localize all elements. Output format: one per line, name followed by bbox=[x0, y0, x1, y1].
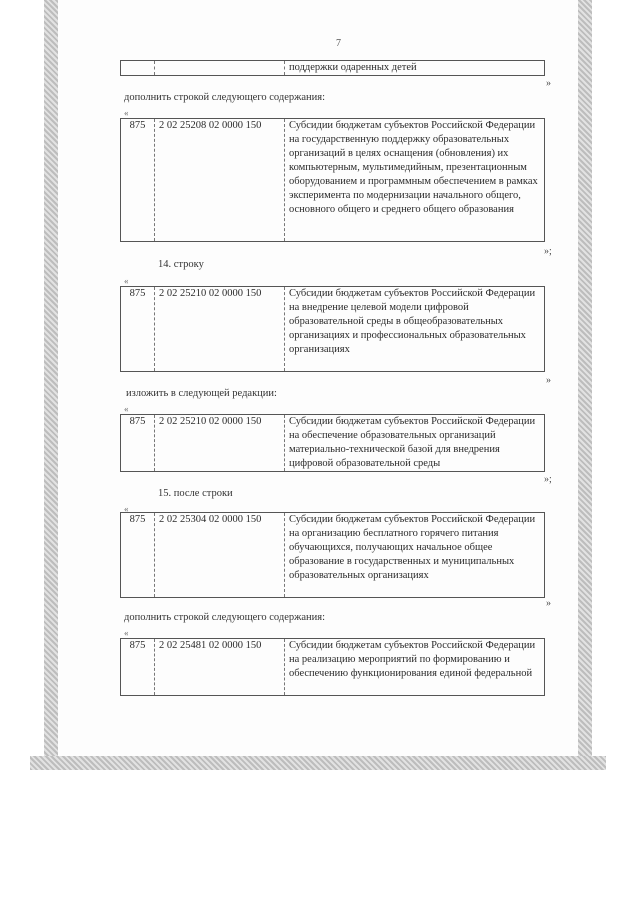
row-kbk: 2 02 25304 02 0000 150 bbox=[155, 513, 285, 597]
table-row-top bbox=[120, 60, 545, 76]
page-number: 7 bbox=[336, 38, 341, 49]
close-quote: » bbox=[546, 375, 551, 386]
row-code: 875 bbox=[121, 513, 155, 597]
table-row bbox=[120, 638, 545, 696]
row-code: 875 bbox=[121, 119, 155, 241]
row-kbk: 2 02 25210 02 0000 150 bbox=[155, 415, 285, 471]
table-row bbox=[120, 286, 545, 372]
row-kbk: 2 02 25481 02 0000 150 bbox=[155, 639, 285, 695]
scan-frame-bottom bbox=[30, 756, 606, 770]
open-quote: « bbox=[124, 628, 129, 638]
row-code: 875 bbox=[121, 287, 155, 371]
table-row bbox=[120, 512, 545, 598]
row-text: Субсидии бюджетам субъектов Российской Федерации на реализацию мероприятий по формированию и обеспечению функционирования единой федеральной bbox=[289, 640, 536, 679]
table-row bbox=[120, 414, 545, 472]
paragraph-add-line: дополнить строкой следующего содержания: bbox=[124, 612, 326, 623]
open-quote: « bbox=[124, 276, 129, 286]
table-row bbox=[120, 118, 545, 242]
item-14: 14. строку bbox=[158, 259, 204, 270]
row-kbk: 2 02 25208 02 0000 150 bbox=[155, 119, 285, 241]
open-quote: « bbox=[124, 108, 129, 118]
row-code: 875 bbox=[121, 415, 155, 471]
close-quote-semicolon: »; bbox=[544, 474, 552, 485]
row-kbk: 2 02 25210 02 0000 150 bbox=[155, 287, 285, 371]
paragraph-edit: изложить в следующей редакции: bbox=[126, 388, 277, 399]
row-text: Субсидии бюджетам субъектов Российской Федерации на государственную поддержку образовательных организаций в целях оснащения (обновления) их компьютерным, мультимедийным, презентационным оборудованием и программным обеспечением в рамках эксперимента по модернизации начального общего, основного общего и среднего общего образования bbox=[289, 120, 538, 215]
row-text: поддержки одаренных детей bbox=[289, 62, 417, 73]
row-text: Субсидии бюджетам субъектов Российской Федерации на организацию бесплатного горячего питания обучающихся, получающих начальное общее образование в государственных и муниципальных образовательных организациях bbox=[289, 514, 536, 581]
paragraph-add-line: дополнить строкой следующего содержания: bbox=[124, 92, 326, 103]
close-quote: » bbox=[546, 78, 551, 89]
item-15: 15. после строки bbox=[158, 488, 233, 499]
row-code: 875 bbox=[121, 639, 155, 695]
row-text: Субсидии бюджетам субъектов Российской Федерации на обеспечение образовательных организаций материально-технической базой для внедрения цифровой образовательной среды bbox=[289, 416, 536, 469]
row-text: Субсидии бюджетам субъектов Российской Федерации на внедрение целевой модели цифровой образовательной среды в общеобразовательных организациях и профессиональных образовательных организациях bbox=[289, 288, 536, 355]
close-quote-semicolon: »; bbox=[544, 246, 552, 257]
open-quote: « bbox=[124, 504, 129, 514]
open-quote: « bbox=[124, 404, 129, 414]
close-quote: » bbox=[546, 598, 551, 609]
